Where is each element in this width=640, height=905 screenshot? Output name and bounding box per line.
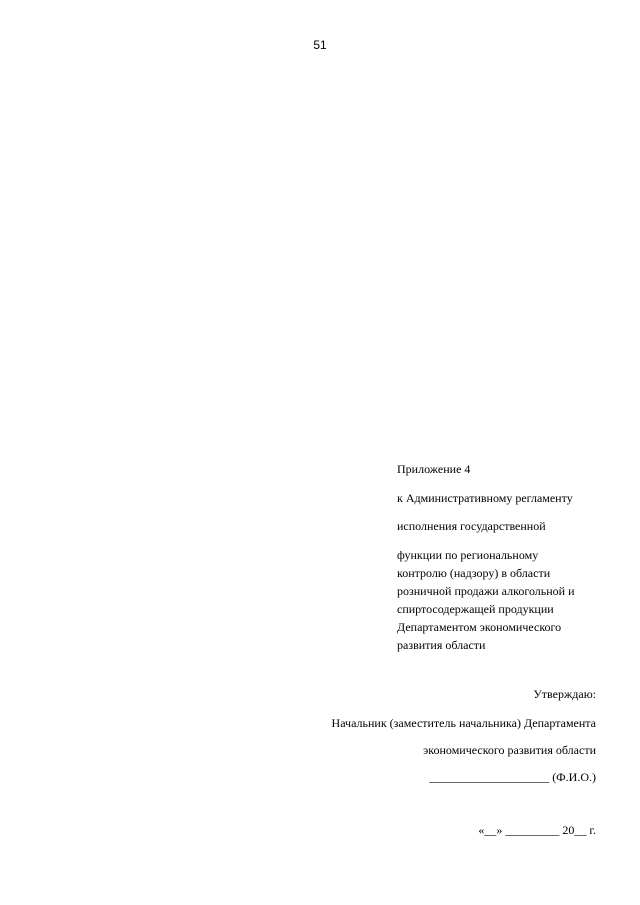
approval-label: Утверждаю: [533,687,596,701]
appendix-heading-block [397,460,612,478]
approval-department: экономического развития области [423,743,596,757]
appendix-state-line [397,517,612,535]
appendix-body [397,546,612,654]
approval-signature-line: ____________________ (Ф.И.О.) [429,770,596,784]
appendix-title: Приложение 4 [397,462,471,476]
page-number: 51 [313,38,327,52]
appendix-body-line: спиртосодержащей продукции [397,602,554,616]
appendix-body-line: Департаментом экономического [397,620,562,634]
appendix-body-line: розничной продажи алкогольной и [397,584,575,598]
approval-date-line: «__» _________ 20__ г. [478,823,596,837]
appendix-body-line: функции по региональному [397,548,539,562]
appendix-body-line: контролю (надзору) в области [397,566,551,580]
appendix-line-3: исполнения государственной [397,519,546,533]
appendix-body-line: развития области [397,638,486,652]
appendix-line-2: к Административному регламенту [397,491,573,505]
appendix-regulation-line [397,489,612,507]
approval-position: Начальник (заместитель начальника) Департамента [331,716,596,730]
